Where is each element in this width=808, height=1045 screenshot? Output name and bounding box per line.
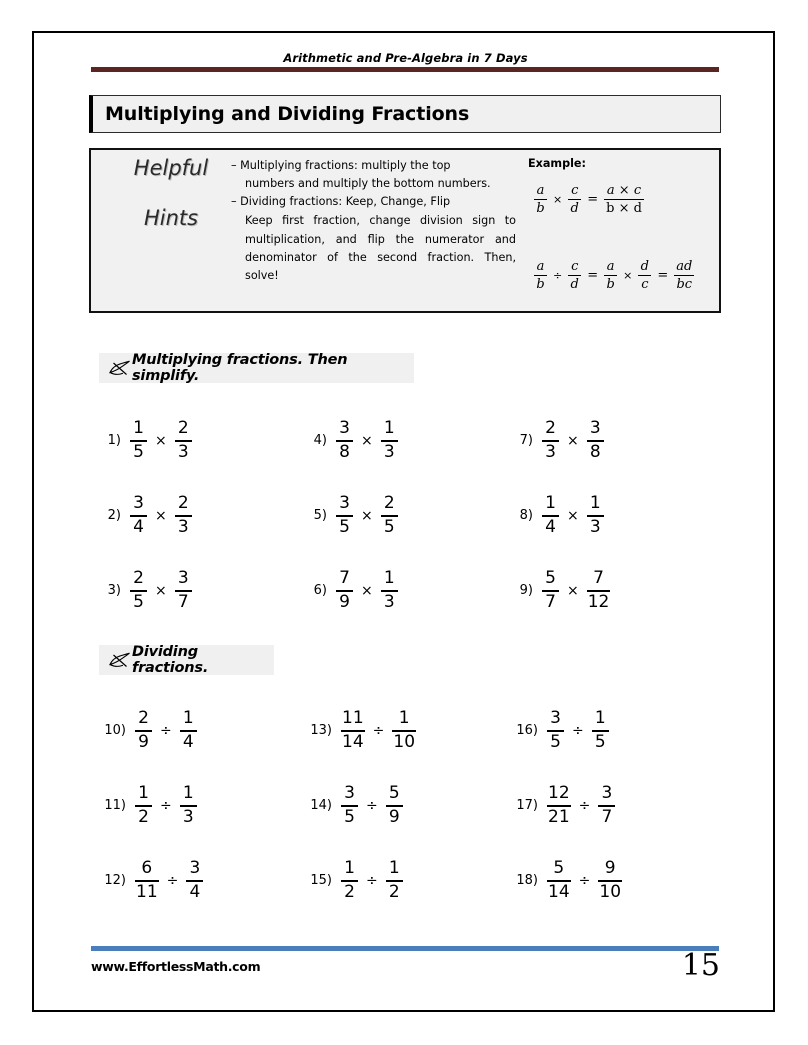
problem-row [99,478,719,553]
hints-label-hints: Hints [143,206,199,230]
problem-expression [128,492,194,537]
fraction-denominator: 3 [545,441,556,462]
problem-item[interactable] [99,478,305,553]
fraction-numerator: 2 [133,567,144,588]
fraction-denominator: 10 [599,881,622,902]
hints-body [231,157,516,285]
fraction-numerator: a × c [606,183,642,198]
problem-number: 14) [310,798,332,813]
fraction-numerator: 3 [344,782,355,803]
fraction-denominator: 3 [383,591,395,612]
problem-expression [133,857,205,902]
fraction-denominator: b [606,276,615,292]
problem-item[interactable] [511,478,717,553]
problem-expression [133,707,199,752]
fraction-denominator: 5 [133,591,144,612]
fraction-numerator: 3 [339,492,350,513]
hint-line-3: – Dividing fractions: Keep, Change, Flip [231,195,451,209]
fraction-second [381,492,398,537]
problem-number: 18) [516,873,538,888]
problem-expression [128,567,194,612]
problem-expression [540,417,606,462]
problem-number: 13) [310,723,332,738]
fraction-second [386,782,403,827]
hints-example-column [528,157,713,291]
problem-item[interactable] [511,553,717,628]
problem-expression [545,707,611,752]
fraction-a-over-b [534,184,547,216]
fraction-numerator: 2 [177,417,189,438]
problem-number: 10) [104,723,126,738]
example-equation-multiplication [532,184,713,216]
operator: ÷ [572,722,584,739]
problem-expression [545,857,624,902]
operator-divide: ÷ [553,268,563,282]
problem-item[interactable] [511,403,717,478]
fraction-second [175,417,192,462]
operator-equals: = [587,267,599,283]
fraction-first [547,707,564,752]
fraction-second [386,857,403,902]
fraction-bar [534,275,547,276]
operator: × [361,432,373,449]
worksheet-title-bar [89,95,721,133]
fraction-numerator: a [606,258,615,274]
fraction-numerator: 1 [133,417,144,438]
pen-icon [109,360,131,376]
problem-item[interactable] [305,553,511,628]
fraction-numerator: 3 [189,857,201,878]
fraction-denominator: 4 [545,516,556,537]
operator: ÷ [166,872,179,889]
problem-expression [133,782,199,827]
fraction-numerator: 5 [545,567,556,588]
fraction-first [130,417,147,462]
fraction-denominator: 9 [339,591,350,612]
problem-number: 11) [104,798,126,813]
fraction-second [587,417,604,462]
fraction-first [336,417,353,462]
problem-number: 15) [310,873,332,888]
problem-number: 9) [519,583,533,598]
header-rule [91,67,719,72]
section-heading-text: Multiplying fractions. Then simplify. [132,352,348,384]
problem-number: 6) [313,583,327,598]
operator-equals: = [657,267,669,283]
fraction-numerator: 6 [141,857,153,878]
hint-line-1: – Multiplying fractions: multiply the top [231,159,451,172]
section-heading-dividing [99,645,274,675]
fraction-denominator: 5 [339,516,350,537]
fraction-numerator: 1 [383,417,395,438]
fraction-bar [604,275,617,276]
fraction-denominator: 7 [545,591,556,612]
operator: ÷ [160,722,172,739]
fraction-first [130,492,147,537]
fraction-first [336,567,353,612]
page-title: Multiplying and Dividing Fractions [105,103,470,125]
fraction-denominator: 5 [594,731,606,752]
fraction-second [381,417,398,462]
fraction-denominator: d [570,276,579,292]
problem-expression [545,782,617,827]
fraction-denominator: b [536,276,545,292]
fraction-denominator: 5 [133,441,144,462]
fraction-numerator: 1 [545,492,556,513]
helpful-hints-box [89,148,721,313]
operator: × [567,432,579,449]
problem-item[interactable] [99,843,305,918]
problem-item[interactable] [305,843,511,918]
hint-line-2: numbers and multiply the bottom numbers. [245,177,491,191]
fraction-denominator: 2 [344,881,355,902]
problem-row [99,768,719,843]
fraction-first [547,857,571,902]
operator-times: × [553,193,563,207]
fraction-numerator: 3 [339,417,350,438]
operator: × [155,507,167,524]
fraction-denominator: 8 [589,441,601,462]
fraction-second [598,782,615,827]
problem-item[interactable] [305,478,511,553]
problem-expression [334,492,400,537]
fraction-first [542,417,559,462]
fraction-denominator: 8 [339,441,350,462]
fraction-numerator: c [571,258,579,274]
fraction-numerator: 2 [177,492,189,513]
problem-row [99,553,719,628]
fraction-numerator: 1 [182,707,194,728]
operator: ÷ [160,797,172,814]
problem-number: 16) [516,723,538,738]
fraction-numerator: a [536,183,545,198]
fraction-numerator: 2 [383,492,395,513]
fraction-first [542,492,559,537]
fraction-result [604,184,644,216]
fraction-numerator: 11 [342,707,364,728]
problem-list-dividing [99,693,719,918]
fraction-numerator: 5 [553,857,565,878]
fraction-first [341,707,365,752]
problem-item[interactable] [511,693,717,768]
problem-item[interactable] [305,693,511,768]
footer-rule [91,946,719,951]
problem-number: 4) [313,433,327,448]
operator-equals: = [587,192,599,208]
problem-number: 8) [519,508,533,523]
example-equation-division [532,260,713,292]
problem-expression [339,857,405,902]
running-head: Arithmetic and Pre-Algebra in 7 Days [283,51,528,65]
fraction-numerator: 3 [133,492,144,513]
fraction-second [392,707,416,752]
fraction-denominator: 4 [133,516,144,537]
hint-paragraph: Keep first fraction, change division sign to multiplication, and flip the numerator and denominator of the second fraction. Then, solve! [245,214,516,282]
fraction-denominator: 10 [393,731,416,752]
fraction-numerator: 12 [548,782,570,803]
fraction-result [674,260,694,292]
fraction-numerator: 3 [589,417,601,438]
fraction-first [341,857,358,902]
problem-item[interactable] [99,553,305,628]
fraction-numerator: 1 [182,782,194,803]
fraction-denominator: 3 [589,516,601,537]
problem-item[interactable] [511,768,717,843]
problem-item[interactable] [511,843,717,918]
fraction-denominator: b [536,200,545,216]
fraction-first [336,492,353,537]
fraction-second [175,567,192,612]
fraction-second [587,492,604,537]
problem-expression [334,567,400,612]
problem-row [99,693,719,768]
problem-expression [334,417,400,462]
fraction-denominator: d [570,200,579,216]
fraction-c-over-d [568,184,581,216]
fraction-denominator: 4 [189,881,201,902]
fraction-denominator: 5 [550,731,561,752]
fraction-second [186,857,203,902]
fraction-second [180,782,197,827]
problem-row [99,403,719,478]
fraction-bar [568,275,581,276]
fraction-denominator: 2 [388,881,400,902]
problem-item[interactable] [99,693,305,768]
fraction-first [341,782,358,827]
operator: × [361,507,373,524]
fraction-denominator: 14 [342,731,364,752]
fraction-numerator: 3 [550,707,561,728]
problem-list-multiplying [99,403,719,628]
fraction-denominator: 5 [344,806,355,827]
fraction-numerator: 2 [138,707,149,728]
operator: ÷ [578,872,591,889]
operator: × [361,582,373,599]
problem-number: 7) [519,433,533,448]
problem-number: 2) [107,508,121,523]
fraction-denominator: 12 [587,591,610,612]
fraction-numerator: 7 [339,567,350,588]
problem-number: 12) [104,873,126,888]
fraction-c-over-d [568,260,581,292]
problem-item[interactable] [99,768,305,843]
fraction-numerator: 3 [177,567,189,588]
problem-number: 5) [313,508,327,523]
fraction-second [180,707,197,752]
fraction-first [542,567,559,612]
fraction-numerator: 5 [388,782,400,803]
operator: ÷ [578,797,591,814]
fraction-denominator: 4 [182,731,194,752]
operator-times: × [623,268,633,282]
fraction-second [175,492,192,537]
fraction-numerator: 3 [601,782,613,803]
operator: ÷ [366,797,378,814]
fraction-numerator: 2 [545,417,556,438]
fraction-denominator: 3 [182,806,194,827]
fraction-numerator: 7 [593,567,604,588]
fraction-bar [638,275,651,276]
fraction-denominator: bc [676,276,693,292]
fraction-second [587,567,611,612]
fraction-denominator: 3 [383,441,395,462]
problem-expression [128,417,194,462]
problem-expression [540,492,606,537]
problem-item[interactable] [305,768,511,843]
fraction-denominator: 2 [138,806,149,827]
problem-expression [540,567,612,612]
operator: × [155,432,167,449]
fraction-numerator: 1 [383,567,395,588]
fraction-first [130,567,147,612]
fraction-denominator: 3 [177,516,189,537]
fraction-numerator: a [536,258,545,274]
example-label: Example: [528,157,586,170]
fraction-numerator: 1 [388,857,400,878]
problem-item[interactable] [99,403,305,478]
section-heading-text: Dividing fractions. [132,644,209,676]
fraction-second [592,707,609,752]
fraction-denominator: 21 [548,806,570,827]
operator: ÷ [372,722,385,739]
fraction-denominator: 7 [601,806,613,827]
problem-row [99,843,719,918]
fraction-denominator: 11 [136,881,158,902]
fraction-numerator: 1 [398,707,410,728]
fraction-first [135,782,152,827]
fraction-numerator: 1 [344,857,355,878]
fraction-numerator: c [571,183,579,198]
operator: × [155,582,167,599]
fraction-numerator: ad [676,258,693,274]
fraction-first [135,707,152,752]
fraction-second [381,567,398,612]
fraction-numerator: 9 [604,857,616,878]
fraction-denominator: b × d [606,200,642,216]
pen-icon [109,652,131,668]
problem-item[interactable] [305,403,511,478]
fraction-a-over-b-2 [604,260,617,292]
fraction-numerator: d [640,258,649,274]
fraction-numerator: 1 [589,492,601,513]
fraction-denominator: 9 [138,731,149,752]
fraction-d-over-c [638,260,651,292]
problem-number: 3) [107,583,121,598]
page-content [34,33,777,1014]
problem-number: 17) [516,798,538,813]
fraction-second [598,857,622,902]
worksheet-page-frame [32,31,775,1012]
fraction-numerator: 1 [138,782,149,803]
fraction-denominator: 9 [388,806,400,827]
operator: ÷ [366,872,378,889]
operator: × [567,507,579,524]
page-number: 15 [681,948,720,983]
fraction-denominator: 3 [177,441,189,462]
footer-website[interactable]: www.EffortlessMath.com [91,959,261,974]
fraction-denominator: 5 [383,516,395,537]
fraction-first [547,782,571,827]
hints-label-helpful: Helpful [133,156,209,180]
fraction-denominator: c [641,276,649,292]
fraction-bar [674,275,694,276]
fraction-first [135,857,159,902]
operator: × [567,582,579,599]
problem-number: 1) [107,433,121,448]
fraction-numerator: 1 [594,707,606,728]
section-heading-multiplying [99,353,414,383]
fraction-denominator: 7 [177,591,189,612]
problem-expression [339,707,418,752]
fraction-denominator: 14 [548,881,570,902]
problem-expression [339,782,405,827]
fraction-a-over-b [534,260,547,292]
